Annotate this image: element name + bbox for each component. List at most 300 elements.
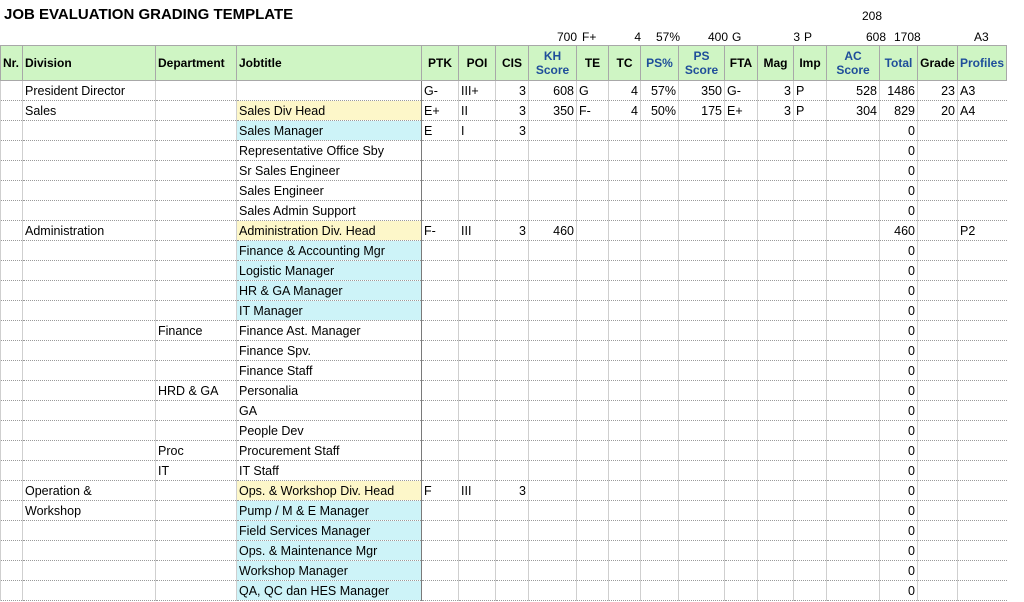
cell-cis[interactable] xyxy=(496,321,529,341)
cell-dept[interactable]: HRD & GA xyxy=(156,381,237,401)
cell-nr[interactable] xyxy=(1,301,23,321)
cell-fta[interactable] xyxy=(725,341,758,361)
cell-fta[interactable] xyxy=(725,561,758,581)
cell-profiles[interactable] xyxy=(958,141,1007,161)
cell-fta[interactable] xyxy=(725,521,758,541)
cell-div[interactable] xyxy=(23,541,156,561)
cell-tc[interactable] xyxy=(609,561,641,581)
cell-ac[interactable]: 528 xyxy=(827,81,880,101)
cell-tc[interactable]: 4 xyxy=(609,81,641,101)
cell-div[interactable]: Workshop xyxy=(23,501,156,521)
cell-te[interactable] xyxy=(577,261,609,281)
cell-profiles[interactable]: P2 xyxy=(958,221,1007,241)
cell-mag[interactable] xyxy=(758,481,794,501)
cell-ptk[interactable] xyxy=(422,541,459,561)
cell-imp[interactable] xyxy=(794,501,827,521)
cell-poi[interactable]: III xyxy=(459,481,496,501)
cell-cis[interactable]: 3 xyxy=(496,81,529,101)
cell-kh[interactable] xyxy=(529,301,577,321)
cell-fta[interactable] xyxy=(725,161,758,181)
cell-cis[interactable]: 3 xyxy=(496,481,529,501)
cell-imp[interactable]: P xyxy=(794,81,827,101)
cell-cis[interactable] xyxy=(496,241,529,261)
cell-ac[interactable] xyxy=(827,561,880,581)
cell-mag[interactable] xyxy=(758,221,794,241)
cell-nr[interactable] xyxy=(1,281,23,301)
cell-te[interactable] xyxy=(577,421,609,441)
cell-dept[interactable] xyxy=(156,221,237,241)
cell-poi[interactable] xyxy=(459,241,496,261)
cell-tc[interactable] xyxy=(609,581,641,601)
cell-poi[interactable] xyxy=(459,321,496,341)
cell-pspct[interactable] xyxy=(641,241,679,261)
cell-poi[interactable] xyxy=(459,381,496,401)
cell-ptk[interactable]: E+ xyxy=(422,101,459,121)
cell-ac[interactable] xyxy=(827,261,880,281)
cell-div[interactable] xyxy=(23,461,156,481)
cell-mag[interactable] xyxy=(758,521,794,541)
cell-dept[interactable] xyxy=(156,421,237,441)
cell-profiles[interactable] xyxy=(958,441,1007,461)
cell-tc[interactable] xyxy=(609,221,641,241)
cell-fta[interactable] xyxy=(725,321,758,341)
cell-ac[interactable] xyxy=(827,221,880,241)
cell-job[interactable]: Finance Spv. xyxy=(237,341,422,361)
cell-nr[interactable] xyxy=(1,321,23,341)
cell-pspct[interactable] xyxy=(641,201,679,221)
cell-nr[interactable] xyxy=(1,241,23,261)
cell-poi[interactable]: III xyxy=(459,221,496,241)
cell-div[interactable]: Sales xyxy=(23,101,156,121)
cell-mag[interactable] xyxy=(758,461,794,481)
cell-fta[interactable]: E+ xyxy=(725,101,758,121)
cell-total[interactable]: 0 xyxy=(880,261,918,281)
cell-dept[interactable]: Finance xyxy=(156,321,237,341)
cell-imp[interactable] xyxy=(794,541,827,561)
cell-cis[interactable] xyxy=(496,301,529,321)
cell-grade[interactable] xyxy=(918,301,958,321)
cell-tc[interactable] xyxy=(609,381,641,401)
cell-poi[interactable] xyxy=(459,421,496,441)
cell-cis[interactable] xyxy=(496,581,529,601)
cell-fta[interactable] xyxy=(725,261,758,281)
cell-job[interactable]: QA, QC dan HES Manager xyxy=(237,581,422,601)
cell-cis[interactable] xyxy=(496,381,529,401)
cell-ptk[interactable] xyxy=(422,321,459,341)
cell-ptk[interactable] xyxy=(422,201,459,221)
cell-te[interactable] xyxy=(577,461,609,481)
cell-div[interactable] xyxy=(23,581,156,601)
cell-mag[interactable] xyxy=(758,301,794,321)
cell-cis[interactable]: 3 xyxy=(496,121,529,141)
cell-imp[interactable] xyxy=(794,161,827,181)
cell-ac[interactable] xyxy=(827,381,880,401)
cell-ac[interactable] xyxy=(827,361,880,381)
cell-mag[interactable] xyxy=(758,141,794,161)
cell-tc[interactable] xyxy=(609,261,641,281)
cell-fta[interactable] xyxy=(725,141,758,161)
cell-tc[interactable] xyxy=(609,361,641,381)
cell-grade[interactable] xyxy=(918,221,958,241)
cell-te[interactable] xyxy=(577,321,609,341)
cell-kh[interactable] xyxy=(529,161,577,181)
cell-ptk[interactable] xyxy=(422,381,459,401)
cell-total[interactable]: 0 xyxy=(880,421,918,441)
cell-nr[interactable] xyxy=(1,181,23,201)
cell-total[interactable]: 0 xyxy=(880,321,918,341)
cell-kh[interactable]: 350 xyxy=(529,101,577,121)
cell-nr[interactable] xyxy=(1,101,23,121)
cell-profiles[interactable] xyxy=(958,421,1007,441)
cell-imp[interactable] xyxy=(794,321,827,341)
cell-te[interactable]: G xyxy=(577,81,609,101)
cell-imp[interactable] xyxy=(794,341,827,361)
cell-dept[interactable] xyxy=(156,201,237,221)
header-ptk[interactable]: PTK xyxy=(422,46,459,81)
cell-cis[interactable]: 3 xyxy=(496,221,529,241)
cell-poi[interactable]: II xyxy=(459,101,496,121)
cell-nr[interactable] xyxy=(1,161,23,181)
cell-pspct[interactable]: 57% xyxy=(641,81,679,101)
header-jobtitle[interactable]: Jobtitle xyxy=(237,46,422,81)
cell-tc[interactable] xyxy=(609,161,641,181)
cell-te[interactable] xyxy=(577,501,609,521)
cell-imp[interactable] xyxy=(794,381,827,401)
cell-dept[interactable] xyxy=(156,81,237,101)
cell-poi[interactable] xyxy=(459,401,496,421)
cell-job[interactable]: Finance & Accounting Mgr xyxy=(237,241,422,261)
cell-profiles[interactable] xyxy=(958,241,1007,261)
cell-profiles[interactable] xyxy=(958,501,1007,521)
header-ps-percent[interactable]: PS% xyxy=(641,46,679,81)
cell-job[interactable]: Field Services Manager xyxy=(237,521,422,541)
cell-ptk[interactable] xyxy=(422,341,459,361)
cell-kh[interactable] xyxy=(529,341,577,361)
cell-imp[interactable]: P xyxy=(794,101,827,121)
cell-mag[interactable] xyxy=(758,541,794,561)
cell-imp[interactable] xyxy=(794,281,827,301)
cell-pspct[interactable] xyxy=(641,581,679,601)
cell-ac[interactable] xyxy=(827,401,880,421)
cell-cis[interactable] xyxy=(496,441,529,461)
cell-grade[interactable] xyxy=(918,121,958,141)
cell-poi[interactable] xyxy=(459,181,496,201)
cell-pspct[interactable] xyxy=(641,481,679,501)
cell-dept[interactable] xyxy=(156,561,237,581)
cell-job[interactable]: GA xyxy=(237,401,422,421)
cell-kh[interactable] xyxy=(529,281,577,301)
cell-cis[interactable] xyxy=(496,521,529,541)
cell-profiles[interactable] xyxy=(958,581,1007,601)
cell-ps[interactable] xyxy=(679,401,725,421)
cell-ps[interactable] xyxy=(679,181,725,201)
cell-pspct[interactable] xyxy=(641,401,679,421)
cell-pspct[interactable] xyxy=(641,501,679,521)
cell-ac[interactable] xyxy=(827,441,880,461)
cell-job[interactable]: Finance Ast. Manager xyxy=(237,321,422,341)
cell-profiles[interactable] xyxy=(958,121,1007,141)
cell-kh[interactable] xyxy=(529,441,577,461)
cell-te[interactable] xyxy=(577,581,609,601)
cell-grade[interactable] xyxy=(918,461,958,481)
cell-mag[interactable] xyxy=(758,361,794,381)
cell-total[interactable]: 0 xyxy=(880,501,918,521)
cell-pspct[interactable] xyxy=(641,301,679,321)
cell-pspct[interactable] xyxy=(641,221,679,241)
cell-profiles[interactable] xyxy=(958,461,1007,481)
cell-dept[interactable] xyxy=(156,361,237,381)
cell-nr[interactable] xyxy=(1,441,23,461)
cell-tc[interactable] xyxy=(609,441,641,461)
cell-profiles[interactable] xyxy=(958,481,1007,501)
cell-total[interactable]: 0 xyxy=(880,541,918,561)
cell-total[interactable]: 0 xyxy=(880,361,918,381)
cell-ptk[interactable] xyxy=(422,441,459,461)
cell-tc[interactable] xyxy=(609,461,641,481)
header-kh-score[interactable]: KH Score xyxy=(529,46,577,81)
cell-total[interactable]: 0 xyxy=(880,481,918,501)
cell-grade[interactable] xyxy=(918,261,958,281)
cell-mag[interactable] xyxy=(758,341,794,361)
cell-grade[interactable] xyxy=(918,241,958,261)
cell-div[interactable]: Administration xyxy=(23,221,156,241)
cell-div[interactable]: Operation & xyxy=(23,481,156,501)
cell-nr[interactable] xyxy=(1,221,23,241)
header-poi[interactable]: POI xyxy=(459,46,496,81)
cell-imp[interactable] xyxy=(794,521,827,541)
cell-fta[interactable] xyxy=(725,581,758,601)
cell-ps[interactable] xyxy=(679,421,725,441)
cell-te[interactable] xyxy=(577,161,609,181)
cell-nr[interactable] xyxy=(1,261,23,281)
cell-kh[interactable] xyxy=(529,501,577,521)
cell-pspct[interactable] xyxy=(641,461,679,481)
cell-total[interactable]: 0 xyxy=(880,521,918,541)
cell-imp[interactable] xyxy=(794,301,827,321)
cell-job[interactable]: Ops. & Workshop Div. Head xyxy=(237,481,422,501)
cell-mag[interactable] xyxy=(758,241,794,261)
cell-fta[interactable] xyxy=(725,421,758,441)
cell-cis[interactable] xyxy=(496,501,529,521)
header-division[interactable]: Division xyxy=(23,46,156,81)
cell-te[interactable] xyxy=(577,561,609,581)
cell-tc[interactable] xyxy=(609,201,641,221)
cell-dept[interactable]: Proc xyxy=(156,441,237,461)
cell-cis[interactable] xyxy=(496,341,529,361)
cell-ptk[interactable] xyxy=(422,581,459,601)
cell-job[interactable]: Sales Manager xyxy=(237,121,422,141)
cell-job[interactable]: People Dev xyxy=(237,421,422,441)
cell-nr[interactable] xyxy=(1,421,23,441)
cell-poi[interactable] xyxy=(459,201,496,221)
header-department[interactable]: Department xyxy=(156,46,237,81)
cell-fta[interactable] xyxy=(725,241,758,261)
cell-poi[interactable] xyxy=(459,261,496,281)
cell-total[interactable]: 0 xyxy=(880,281,918,301)
cell-cis[interactable] xyxy=(496,201,529,221)
cell-job[interactable]: Sales Engineer xyxy=(237,181,422,201)
cell-ps[interactable] xyxy=(679,281,725,301)
cell-job[interactable]: Sales Admin Support xyxy=(237,201,422,221)
cell-imp[interactable] xyxy=(794,181,827,201)
cell-div[interactable] xyxy=(23,241,156,261)
cell-ac[interactable] xyxy=(827,121,880,141)
cell-ac[interactable] xyxy=(827,501,880,521)
cell-nr[interactable] xyxy=(1,481,23,501)
cell-total[interactable]: 0 xyxy=(880,441,918,461)
cell-total[interactable]: 0 xyxy=(880,341,918,361)
cell-ac[interactable] xyxy=(827,141,880,161)
cell-nr[interactable] xyxy=(1,341,23,361)
cell-pspct[interactable] xyxy=(641,521,679,541)
cell-profiles[interactable]: A4 xyxy=(958,101,1007,121)
cell-cis[interactable] xyxy=(496,421,529,441)
cell-poi[interactable]: III+ xyxy=(459,81,496,101)
cell-ps[interactable] xyxy=(679,361,725,381)
cell-pspct[interactable] xyxy=(641,381,679,401)
cell-ac[interactable]: 304 xyxy=(827,101,880,121)
cell-grade[interactable]: 20 xyxy=(918,101,958,121)
cell-total[interactable]: 0 xyxy=(880,461,918,481)
cell-kh[interactable] xyxy=(529,381,577,401)
cell-dept[interactable] xyxy=(156,541,237,561)
cell-job[interactable]: Workshop Manager xyxy=(237,561,422,581)
cell-grade[interactable] xyxy=(918,281,958,301)
cell-mag[interactable] xyxy=(758,581,794,601)
cell-fta[interactable] xyxy=(725,121,758,141)
cell-fta[interactable] xyxy=(725,541,758,561)
cell-ptk[interactable] xyxy=(422,261,459,281)
cell-tc[interactable] xyxy=(609,141,641,161)
cell-poi[interactable] xyxy=(459,341,496,361)
cell-grade[interactable] xyxy=(918,541,958,561)
cell-imp[interactable] xyxy=(794,221,827,241)
cell-imp[interactable] xyxy=(794,441,827,461)
cell-total[interactable]: 460 xyxy=(880,221,918,241)
cell-kh[interactable] xyxy=(529,461,577,481)
header-grade[interactable]: Grade xyxy=(918,46,958,81)
header-imp[interactable]: Imp xyxy=(794,46,827,81)
cell-kh[interactable] xyxy=(529,261,577,281)
header-ac-score[interactable]: AC Score xyxy=(827,46,880,81)
cell-kh[interactable] xyxy=(529,201,577,221)
cell-grade[interactable] xyxy=(918,581,958,601)
cell-poi[interactable] xyxy=(459,581,496,601)
cell-ps[interactable] xyxy=(679,461,725,481)
cell-div[interactable] xyxy=(23,321,156,341)
cell-div[interactable] xyxy=(23,441,156,461)
cell-ptk[interactable] xyxy=(422,361,459,381)
cell-job[interactable]: IT Manager xyxy=(237,301,422,321)
cell-grade[interactable] xyxy=(918,501,958,521)
cell-grade[interactable]: 23 xyxy=(918,81,958,101)
cell-dept[interactable] xyxy=(156,161,237,181)
cell-poi[interactable] xyxy=(459,561,496,581)
cell-ps[interactable] xyxy=(679,381,725,401)
cell-mag[interactable] xyxy=(758,441,794,461)
cell-mag[interactable] xyxy=(758,281,794,301)
cell-imp[interactable] xyxy=(794,241,827,261)
cell-te[interactable] xyxy=(577,141,609,161)
cell-te[interactable] xyxy=(577,381,609,401)
cell-dept[interactable] xyxy=(156,341,237,361)
cell-dept[interactable] xyxy=(156,481,237,501)
cell-poi[interactable] xyxy=(459,541,496,561)
header-mag[interactable]: Mag xyxy=(758,46,794,81)
cell-grade[interactable] xyxy=(918,201,958,221)
cell-kh[interactable] xyxy=(529,141,577,161)
cell-grade[interactable] xyxy=(918,561,958,581)
cell-te[interactable] xyxy=(577,281,609,301)
cell-div[interactable] xyxy=(23,421,156,441)
cell-pspct[interactable] xyxy=(641,421,679,441)
cell-te[interactable] xyxy=(577,341,609,361)
cell-ptk[interactable] xyxy=(422,141,459,161)
cell-ptk[interactable] xyxy=(422,281,459,301)
cell-mag[interactable] xyxy=(758,261,794,281)
cell-grade[interactable] xyxy=(918,161,958,181)
cell-te[interactable] xyxy=(577,401,609,421)
cell-div[interactable] xyxy=(23,261,156,281)
cell-div[interactable] xyxy=(23,201,156,221)
cell-tc[interactable] xyxy=(609,341,641,361)
cell-grade[interactable] xyxy=(918,481,958,501)
cell-ps[interactable] xyxy=(679,501,725,521)
cell-fta[interactable] xyxy=(725,181,758,201)
cell-pspct[interactable] xyxy=(641,261,679,281)
cell-profiles[interactable] xyxy=(958,541,1007,561)
cell-kh[interactable] xyxy=(529,541,577,561)
cell-fta[interactable] xyxy=(725,501,758,521)
cell-poi[interactable]: I xyxy=(459,121,496,141)
cell-nr[interactable] xyxy=(1,201,23,221)
cell-pspct[interactable] xyxy=(641,541,679,561)
cell-tc[interactable] xyxy=(609,181,641,201)
cell-ptk[interactable] xyxy=(422,501,459,521)
cell-mag[interactable] xyxy=(758,161,794,181)
cell-mag[interactable] xyxy=(758,381,794,401)
cell-ptk[interactable]: G- xyxy=(422,81,459,101)
cell-dept[interactable] xyxy=(156,241,237,261)
cell-kh[interactable] xyxy=(529,561,577,581)
cell-ps[interactable]: 350 xyxy=(679,81,725,101)
header-tc[interactable]: TC xyxy=(609,46,641,81)
cell-te[interactable] xyxy=(577,481,609,501)
cell-job[interactable]: HR & GA Manager xyxy=(237,281,422,301)
cell-grade[interactable] xyxy=(918,441,958,461)
cell-poi[interactable] xyxy=(459,441,496,461)
cell-total[interactable]: 0 xyxy=(880,181,918,201)
cell-job[interactable]: Logistic Manager xyxy=(237,261,422,281)
cell-profiles[interactable] xyxy=(958,521,1007,541)
cell-grade[interactable] xyxy=(918,341,958,361)
cell-total[interactable]: 0 xyxy=(880,301,918,321)
cell-total[interactable]: 0 xyxy=(880,581,918,601)
cell-te[interactable] xyxy=(577,301,609,321)
cell-total[interactable]: 0 xyxy=(880,241,918,261)
cell-pspct[interactable] xyxy=(641,141,679,161)
cell-ac[interactable] xyxy=(827,581,880,601)
cell-ps[interactable] xyxy=(679,481,725,501)
cell-profiles[interactable] xyxy=(958,281,1007,301)
cell-mag[interactable] xyxy=(758,561,794,581)
cell-mag[interactable]: 3 xyxy=(758,81,794,101)
cell-mag[interactable] xyxy=(758,121,794,141)
cell-pspct[interactable] xyxy=(641,121,679,141)
cell-cis[interactable] xyxy=(496,461,529,481)
cell-nr[interactable] xyxy=(1,81,23,101)
cell-ps[interactable] xyxy=(679,121,725,141)
